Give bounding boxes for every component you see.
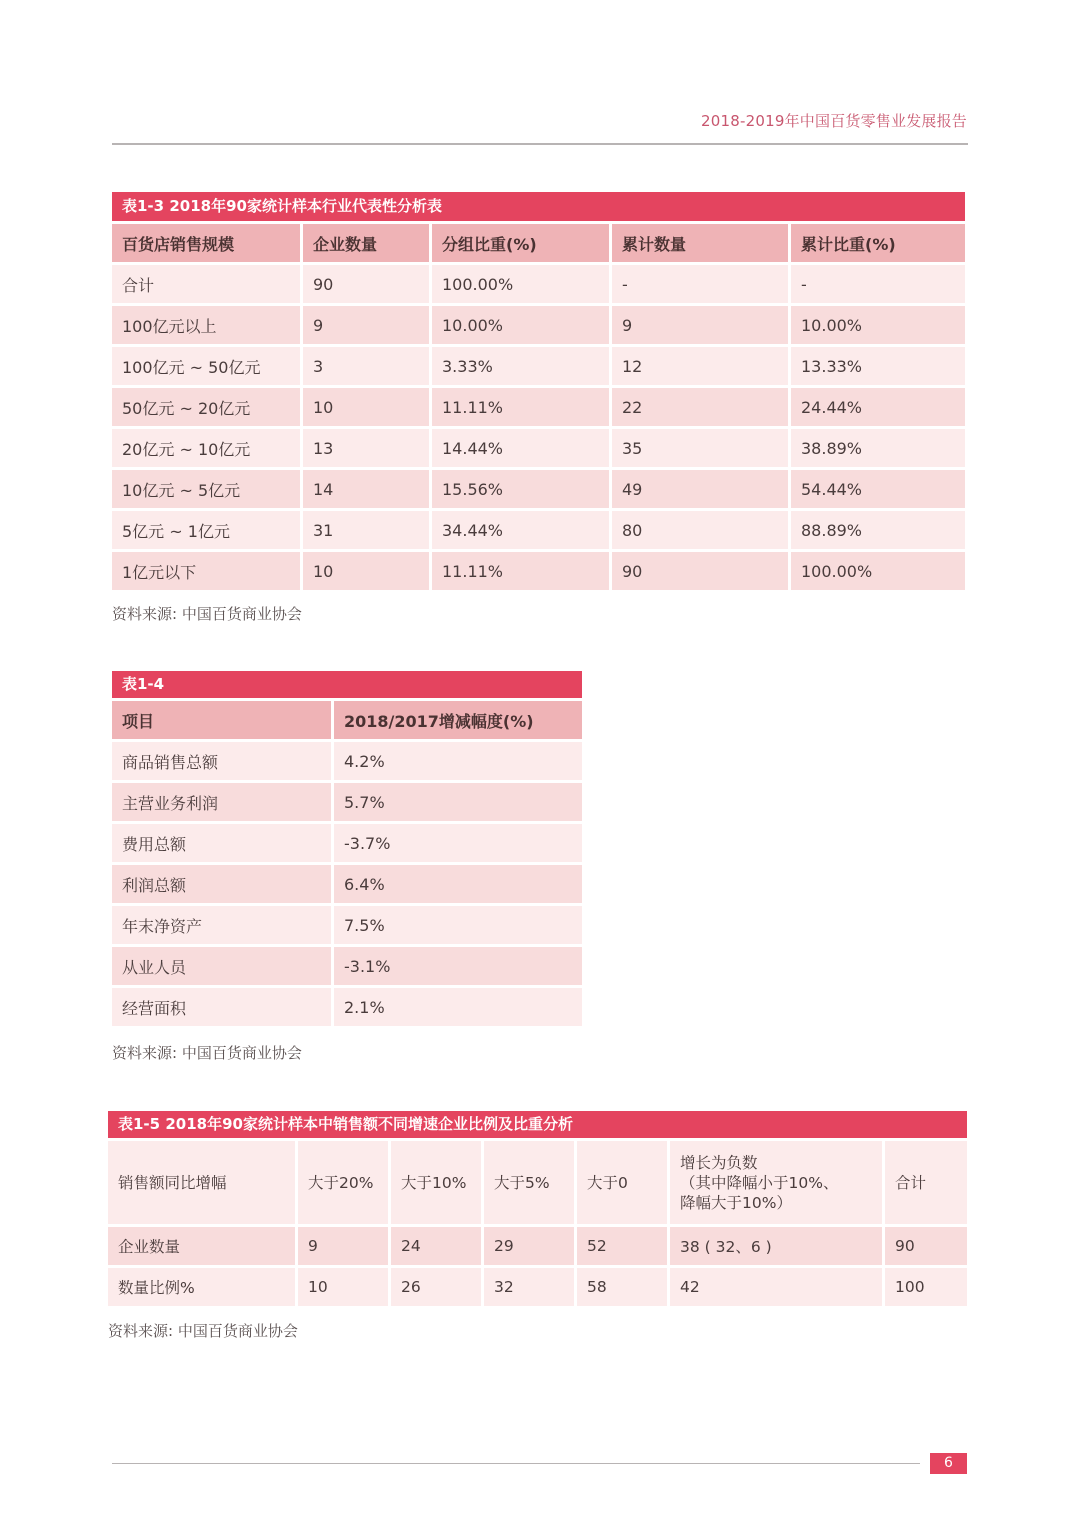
table-cell: 主营业务利润 (112, 783, 331, 821)
table-cell: 100亿元以上 (112, 306, 300, 344)
table-row (112, 783, 582, 821)
table-cell: 34.44% (432, 511, 609, 549)
table-1-4 (112, 671, 582, 1026)
table-cell: 49 (612, 470, 788, 508)
table-cell: 2.1% (334, 988, 582, 1026)
table-cell: 11.11% (432, 388, 609, 426)
table-cell: 38.89% (791, 429, 965, 467)
column-header: 百货店销售规模 (112, 224, 300, 262)
table-cell: 经营面积 (112, 988, 331, 1026)
table-cell: 22 (612, 388, 788, 426)
table-cell: 100亿元 ~ 50亿元 (112, 347, 300, 385)
table-cell: 5亿元 ~ 1亿元 (112, 511, 300, 549)
table-cell: 42 (670, 1268, 882, 1306)
table-cell: 10.00% (791, 306, 965, 344)
column-header: 累计数量 (612, 224, 788, 262)
table-caption: 表1-5 2018年90家统计样本中销售额不同增速企业比例及比重分析 (108, 1111, 967, 1138)
table-cell: 58 (577, 1268, 667, 1306)
table-cell: 31 (303, 511, 429, 549)
table-row (112, 824, 582, 862)
table-cell: 13.33% (791, 347, 965, 385)
table-row (108, 1268, 967, 1306)
table-cell: - (612, 265, 788, 303)
table-row (112, 265, 965, 303)
column-header: 销售额同比增幅 (108, 1141, 295, 1224)
table-cell: 80 (612, 511, 788, 549)
column-header-negative-growth (670, 1141, 882, 1224)
table-cell: 1亿元以下 (112, 552, 300, 590)
table-cell: 3 (303, 347, 429, 385)
table-cell: 年末净资产 (112, 906, 331, 944)
table-cell: 29 (484, 1227, 574, 1265)
table-row (112, 865, 582, 903)
table-cell: 4.2% (334, 742, 582, 780)
footer-divider (112, 1463, 920, 1464)
table-cell: 11.11% (432, 552, 609, 590)
table-row (112, 552, 965, 590)
table-cell: 13 (303, 429, 429, 467)
table-cell: 54.44% (791, 470, 965, 508)
table-row (112, 511, 965, 549)
table-cell: 35 (612, 429, 788, 467)
table-header-row (112, 224, 965, 262)
table-cell: 90 (885, 1227, 967, 1265)
table-caption: 表1-3 2018年90家统计样本行业代表性分析表 (112, 192, 965, 221)
table-cell: 费用总额 (112, 824, 331, 862)
table-cell: -3.7% (334, 824, 582, 862)
table-cell: 50亿元 ~ 20亿元 (112, 388, 300, 426)
table-row (112, 429, 965, 467)
table-cell: 9 (612, 306, 788, 344)
header-divider (112, 143, 968, 145)
table-cell: - (791, 265, 965, 303)
report-title: 2018-2019年中国百货零售业发展报告 (701, 112, 967, 130)
table-cell: 100.00% (432, 265, 609, 303)
table-caption: 表1-4 (112, 671, 582, 698)
table-header-row (112, 701, 582, 739)
table-cell: 15.56% (432, 470, 609, 508)
table-cell: 26 (391, 1268, 481, 1306)
table-cell: 10.00% (432, 306, 609, 344)
table-cell: -3.1% (334, 947, 582, 985)
table-cell: 32 (484, 1268, 574, 1306)
column-header: 2018/2017增减幅度(%) (334, 701, 582, 739)
table-cell: 商品销售总额 (112, 742, 331, 780)
table-cell: 88.89% (791, 511, 965, 549)
table-cell: 14.44% (432, 429, 609, 467)
table-cell: 14 (303, 470, 429, 508)
table-row (108, 1227, 967, 1265)
table-cell: 100.00% (791, 552, 965, 590)
table-cell: 38 ( 32、6 ) (670, 1227, 882, 1265)
table-row (112, 742, 582, 780)
table-cell: 10亿元 ~ 5亿元 (112, 470, 300, 508)
source-note: 资料来源: 中国百货商业协会 (108, 1322, 298, 1340)
table-row (112, 470, 965, 508)
column-header: 大于20% (298, 1141, 388, 1224)
table-cell: 24 (391, 1227, 481, 1265)
table-row (112, 947, 582, 985)
table-cell: 9 (298, 1227, 388, 1265)
table-cell: 数量比例% (108, 1268, 295, 1306)
column-header: 合计 (885, 1141, 967, 1224)
table-row (112, 306, 965, 344)
column-header: 累计比重(%) (791, 224, 965, 262)
table-cell: 企业数量 (108, 1227, 295, 1265)
page-number-badge: 6 (930, 1453, 967, 1474)
table-cell: 3.33% (432, 347, 609, 385)
table-row (112, 906, 582, 944)
column-header: 企业数量 (303, 224, 429, 262)
table-cell: 10 (298, 1268, 388, 1306)
column-header: 大于10% (391, 1141, 481, 1224)
header-line: （其中降幅小于10%、 (680, 1173, 839, 1192)
column-header: 大于0 (577, 1141, 667, 1224)
table-row (112, 988, 582, 1026)
table-cell: 24.44% (791, 388, 965, 426)
table-cell: 合计 (112, 265, 300, 303)
table-1-5 (108, 1111, 967, 1306)
header-line: 降幅大于10%） (680, 1193, 792, 1212)
table-cell: 利润总额 (112, 865, 331, 903)
table-cell: 90 (303, 265, 429, 303)
table-cell: 从业人员 (112, 947, 331, 985)
table-cell: 52 (577, 1227, 667, 1265)
source-note: 资料来源: 中国百货商业协会 (112, 1044, 302, 1062)
table-row (112, 388, 965, 426)
header-line: 增长为负数 (680, 1153, 758, 1172)
table-row (112, 347, 965, 385)
table-cell: 10 (303, 552, 429, 590)
table-cell: 90 (612, 552, 788, 590)
table-header-row (108, 1141, 967, 1224)
table-cell: 9 (303, 306, 429, 344)
column-header: 分组比重(%) (432, 224, 609, 262)
table-cell: 12 (612, 347, 788, 385)
source-note: 资料来源: 中国百货商业协会 (112, 605, 302, 623)
table-cell: 6.4% (334, 865, 582, 903)
table-cell: 10 (303, 388, 429, 426)
table-1-3 (112, 192, 965, 590)
table-cell: 100 (885, 1268, 967, 1306)
column-header: 项目 (112, 701, 331, 739)
column-header: 大于5% (484, 1141, 574, 1224)
table-cell: 20亿元 ~ 10亿元 (112, 429, 300, 467)
table-cell: 5.7% (334, 783, 582, 821)
table-cell: 7.5% (334, 906, 582, 944)
